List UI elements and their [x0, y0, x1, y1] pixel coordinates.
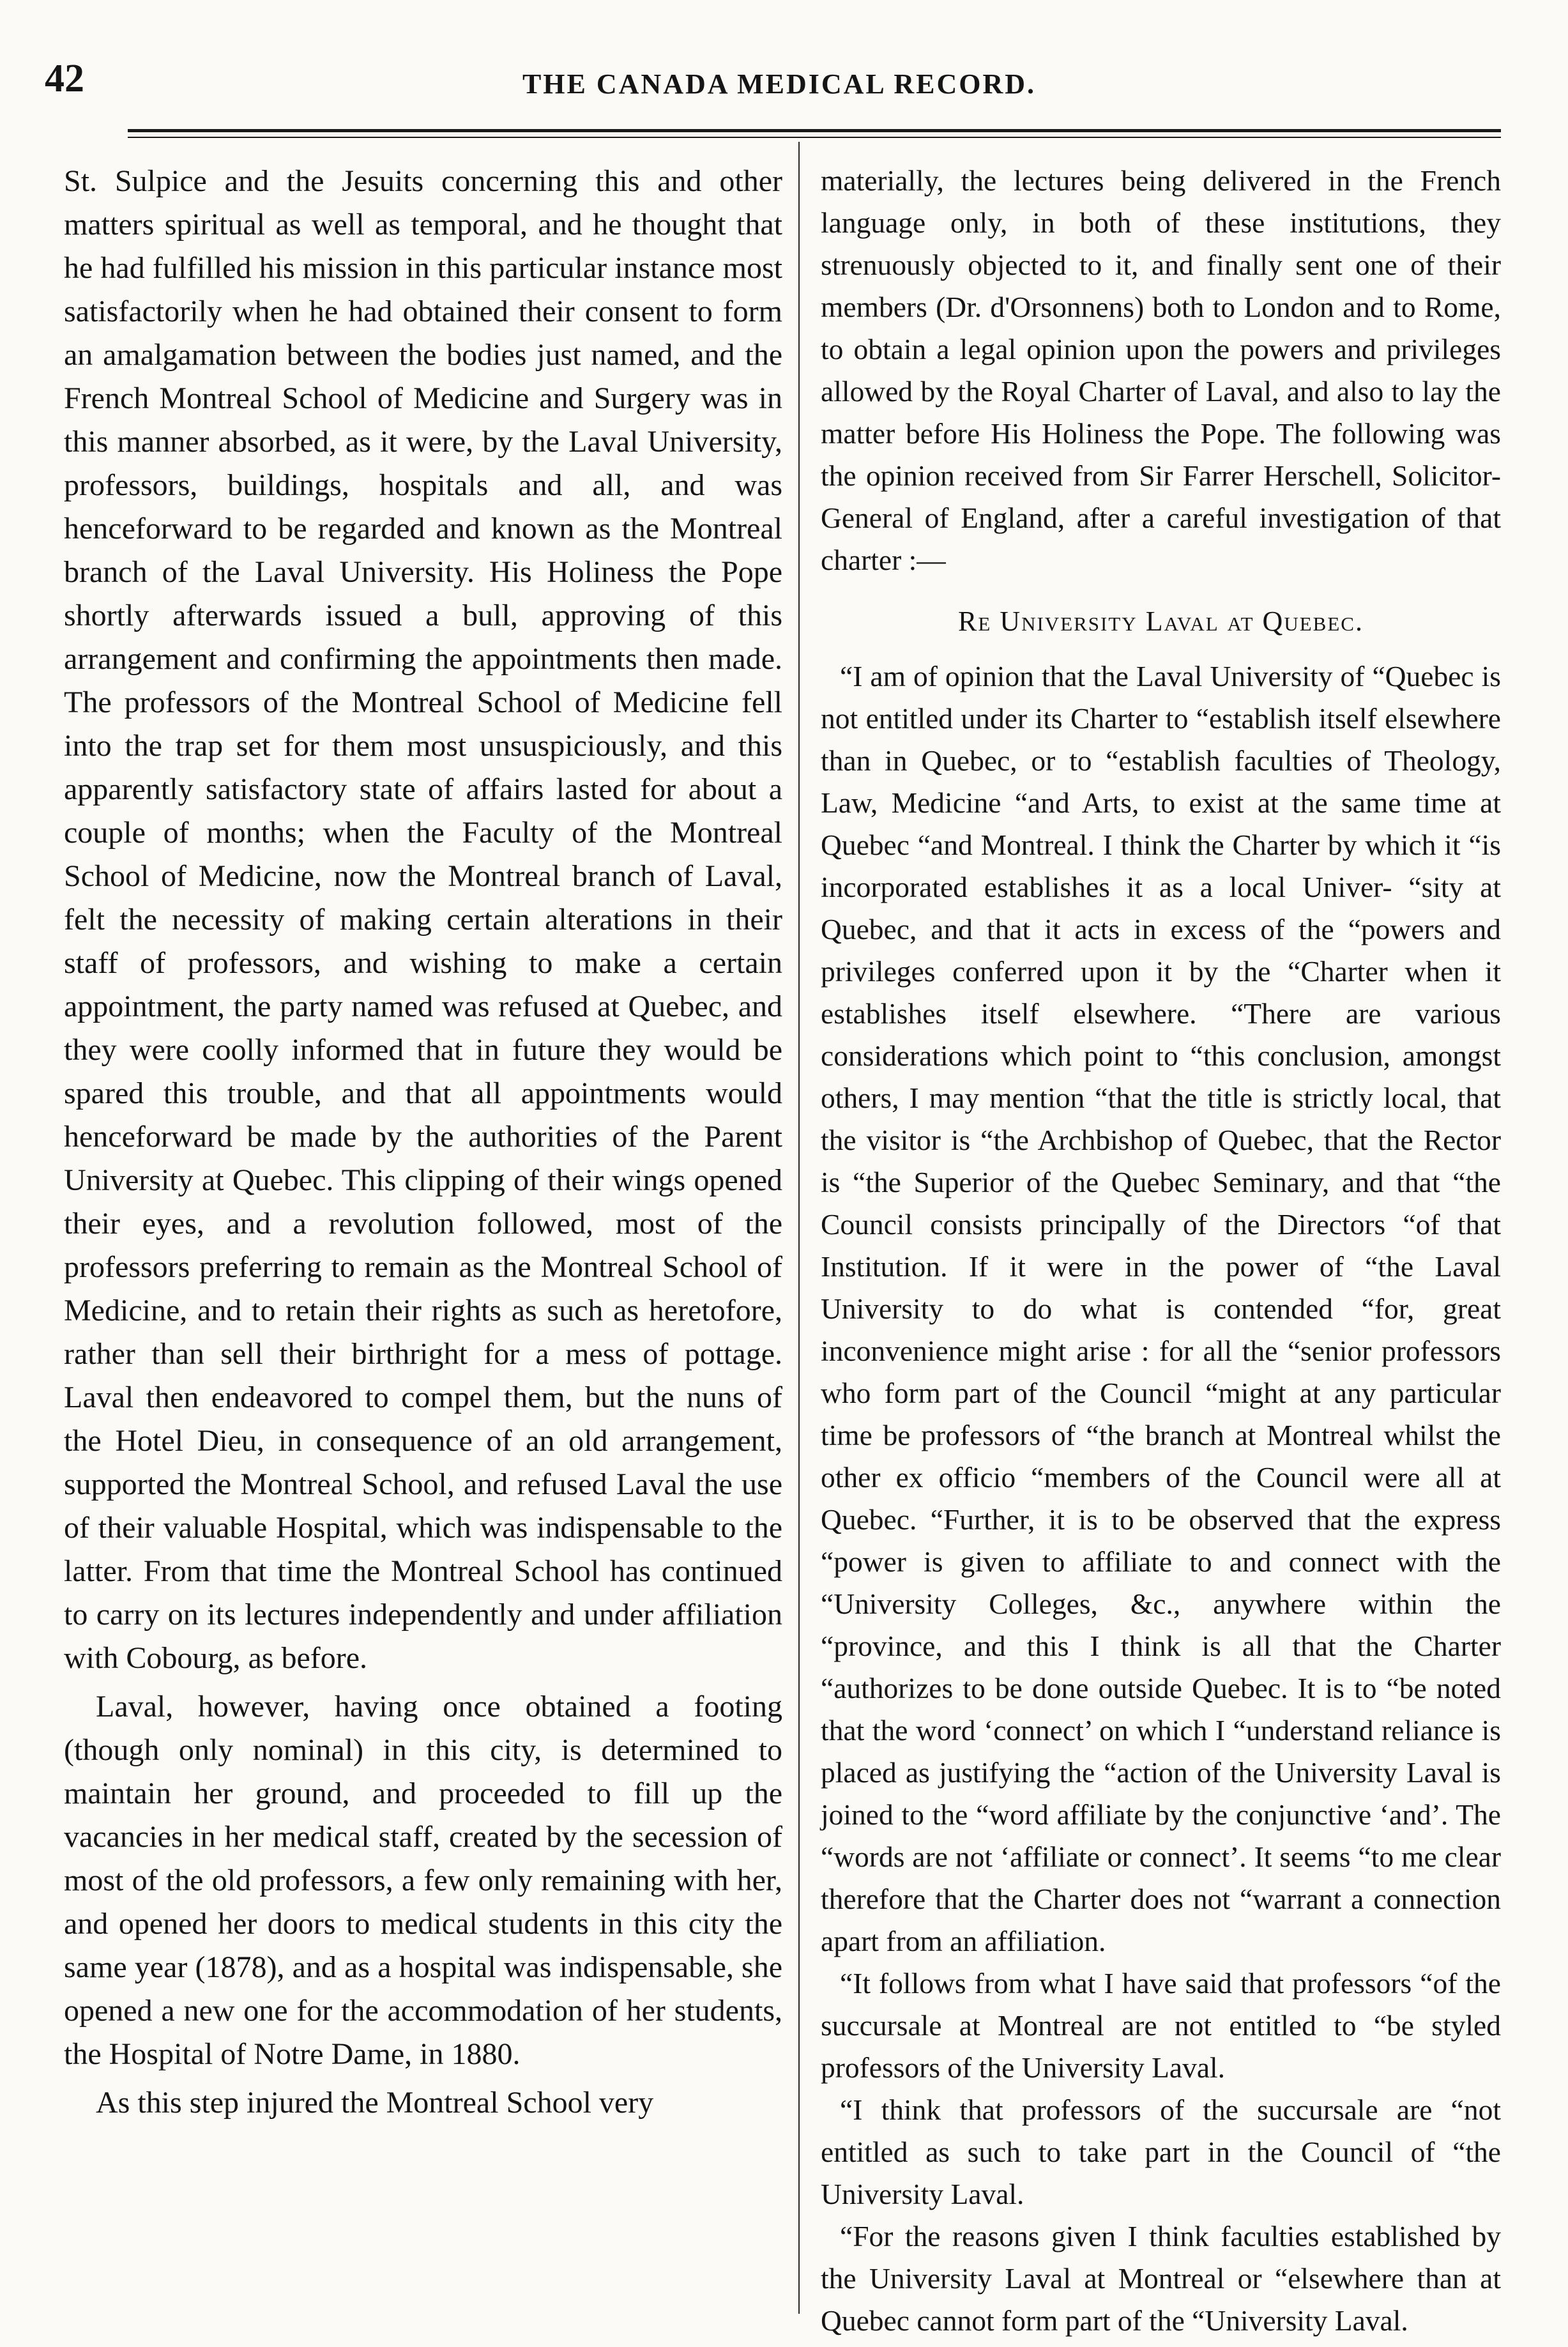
- column-divider: [798, 142, 800, 2314]
- left-paragraph-1: St. Sulpice and the Jesuits concerning this and other matters spiritual as well as temporal, and he thought that he had fulfilled his mission in this particular instance most satisfactorily when he had obtained their consent to form an amalgamation between the bodies just named, and the French Montreal School of Medicine and Surgery was in this manner absorbed, as it were, by the Laval University, professors, buildings, hospitals and all, and was henceforward to be regarded and known as the Montreal branch of the Laval University. His Holiness the Pope shortly afterwards issued a bull, approving of this arrangement and confirming the appointments then made. The professors of the Montreal School of Medicine fell into the trap set for them most unsuspiciously, and this apparently satisfactory state of affairs lasted for about a couple of months; when the Faculty of the Montreal School of Medicine, now the Montreal branch of Laval, felt the necessity of making certain alterations in their staff of professors, and wishing to make a certain appointment, the party named was refused at Quebec, and they were coolly informed that in future they would be spared this trouble, and that all appointments would henceforward be made by the authorities of the Parent University at Quebec. This clipping of their wings opened their eyes, and a revolution followed, most of the professors preferring to remain as the Montreal School of Medicine, and to retain their rights as such as heretofore, rather than sell their birthright for a mess of pottage. Laval then endeavored to compel them, but the nuns of the Hotel Dieu, in consequence of an old arrangement, supported the Montreal School, and refused Laval the use of their valuable Hospital, which was indispensable to the latter. From that time the Montreal School has continued to carry on its lectures independently and under affiliation with Cobourg, as before.: [64, 164, 782, 1675]
- running-head: THE CANADA MEDICAL RECORD.: [522, 68, 1037, 100]
- header-rule-thick: [128, 129, 1501, 132]
- left-paragraph-3: As this step injured the Montreal School very: [96, 2086, 654, 2120]
- quote-paragraph-3: “I think that professors of the succursale are “not entitled as such to take part in the Council of “the University Laval.: [821, 2093, 1501, 2210]
- quote-paragraph-4: “For the reasons given I think faculties established by the University Laval at Montreal or “elsewhere than at Quebec cannot form part of the “University Laval.: [821, 2220, 1501, 2337]
- header-rule-thin: [128, 137, 1501, 138]
- right-column: [821, 160, 1501, 2347]
- legal-opinion-quote: [821, 655, 1501, 2342]
- section-heading: Re University Laval at Quebec.: [958, 606, 1364, 637]
- left-column: [64, 160, 782, 2125]
- left-paragraph-2: Laval, however, having once obtained a footing (though only nominal) in this city, is determined to maintain her ground, and proceeded to fill up the vacancies in her medical staff, created by the secession of most of the old professors, a few only remaining with her, and opened her doors to medical students in this city the same year (1878), and as a hospital was indispensable, she opened a new one for the accommodation of her students, the Hospital of Notre Dame, in 1880.: [64, 1690, 782, 2071]
- page-header: [45, 45, 1514, 115]
- right-intro-paragraph: materially, the lectures being delivered in the French language only, in both of these institutions, they strenuously objected to it, and finally sent one of their members (Dr. d'Orsonnens) both to London and to Rome, to obtain a legal opinion upon the powers and privileges allowed by the Royal Charter of Laval, and also to lay the matter before His Holiness the Pope. The following was the opinion received from Sir Farrer Herschell, Solicitor-General of England, after a careful investigation of that charter :—: [821, 164, 1501, 576]
- page-number: 42: [45, 57, 84, 100]
- quote-paragraph-1: “I am of opinion that the Laval University of “Quebec is not entitled under its Charter to “establish itself elsewhere than in Quebec, or to “establish faculties of Theology, Law, Medicine “and Arts, to exist at the same time at Quebec “and Montreal. I think the Charter by which it “is incorporated establishes it as a local Univer- “sity at Quebec, and that it acts in excess of the “powers and privileges conferred upon it by the “Charter when it establishes itself elsewhere. “There are various considerations which point to “this conclusion, amongst others, I may mention “that the title is strictly local, that the visitor is “the Archbishop of Quebec, that the Rector is “the Superior of the Quebec Seminary, and that “the Council consists principally of the Directors “of that Institution. If it were in the power of “the Laval University to do what is contended “for, great inconvenience might arise : for all the “senior professors who form part of the Council “might at any particular time be professors of “the branch at Montreal whilst the other ex officio “members of the Council were all at Quebec. “Further, it is to be observed that the express “power is given to affiliate to and connect with the “University Colleges, &c., anywhere within the “province, and this I think is all that the Charter “authorizes to be done outside Quebec. It is to “be noted that the word ‘connect’ on which I “understand reliance is placed as justifying the “action of the University Laval is joined to the “word affiliate by the conjunctive ‘and’. The “words are not ‘affiliate or connect’. It seems “to me clear therefore that the Charter does not “warrant a connection apart from an affiliation.: [821, 660, 1501, 1957]
- quote-paragraph-2: “It follows from what I have said that professors “of the succursale at Montreal are not entitled to “be styled professors of the University Laval.: [821, 1967, 1501, 2084]
